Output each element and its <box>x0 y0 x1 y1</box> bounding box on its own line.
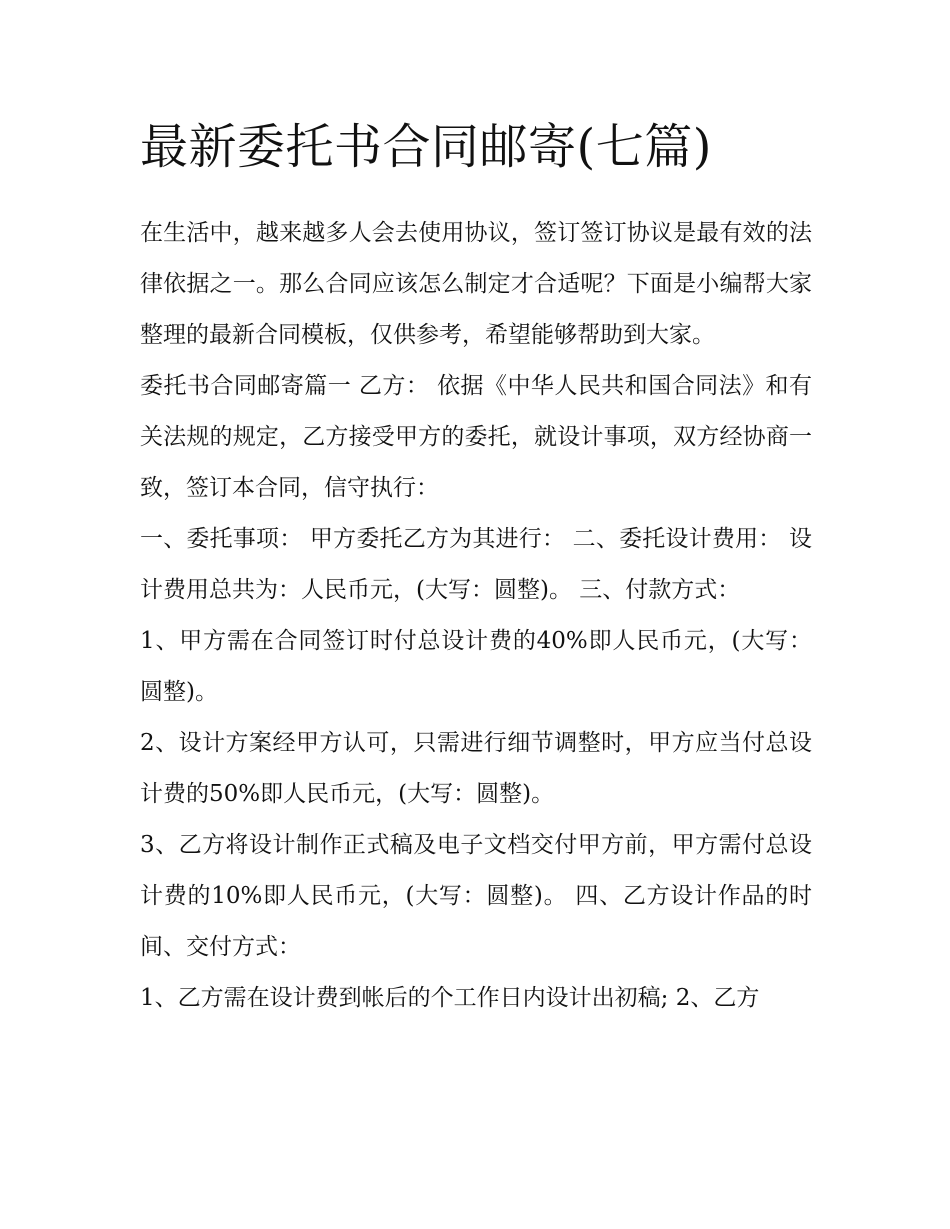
payment-clause-2: 2、设计方案经甲方认可，只需进行细节调整时，甲方应当付总设计费的50%即人民币元，(大写：圆整)。 <box>140 730 812 807</box>
contract-preamble-paragraph: 委托书合同邮寄篇一 乙方： 依据《中华人民共和国合同法》和有关法规的规定，乙方接受甲方的委托，就设计事项，双方经协商一致，签订本合同，信守执行： <box>140 373 812 501</box>
document-title: 最新委托书合同邮寄(七篇) <box>140 119 712 175</box>
payment-clause-1: 1、甲方需在合同签订时付总设计费的40%即人民币元，(大写：圆整)。 <box>140 628 812 705</box>
delivery-clause: 1、乙方需在设计费到帐后的个工作日内设计出初稿; 2、乙方 <box>140 985 760 1011</box>
document-page <box>140 108 812 1024</box>
intro-paragraph: 在生活中，越来越多人会去使用协议，签订签订协议是最有效的法律依据之一。那么合同应该怎么制定才合适呢？下面是小编帮大家整理的最新合同模板，仅供参考，希望能够帮助到大家。 <box>140 220 812 348</box>
contract-terms-paragraph: 一、委托事项： 甲方委托乙方为其进行： 二、委托设计费用： 设计费用总共为：人民币元，(大写：圆整)。 三、付款方式： <box>140 526 812 603</box>
payment-clause-3: 3、乙方将设计制作正式稿及电子文档交付甲方前，甲方需付总设计费的10%即人民币元，(大写：圆整)。 四、乙方设计作品的时间、交付方式： <box>140 832 812 960</box>
